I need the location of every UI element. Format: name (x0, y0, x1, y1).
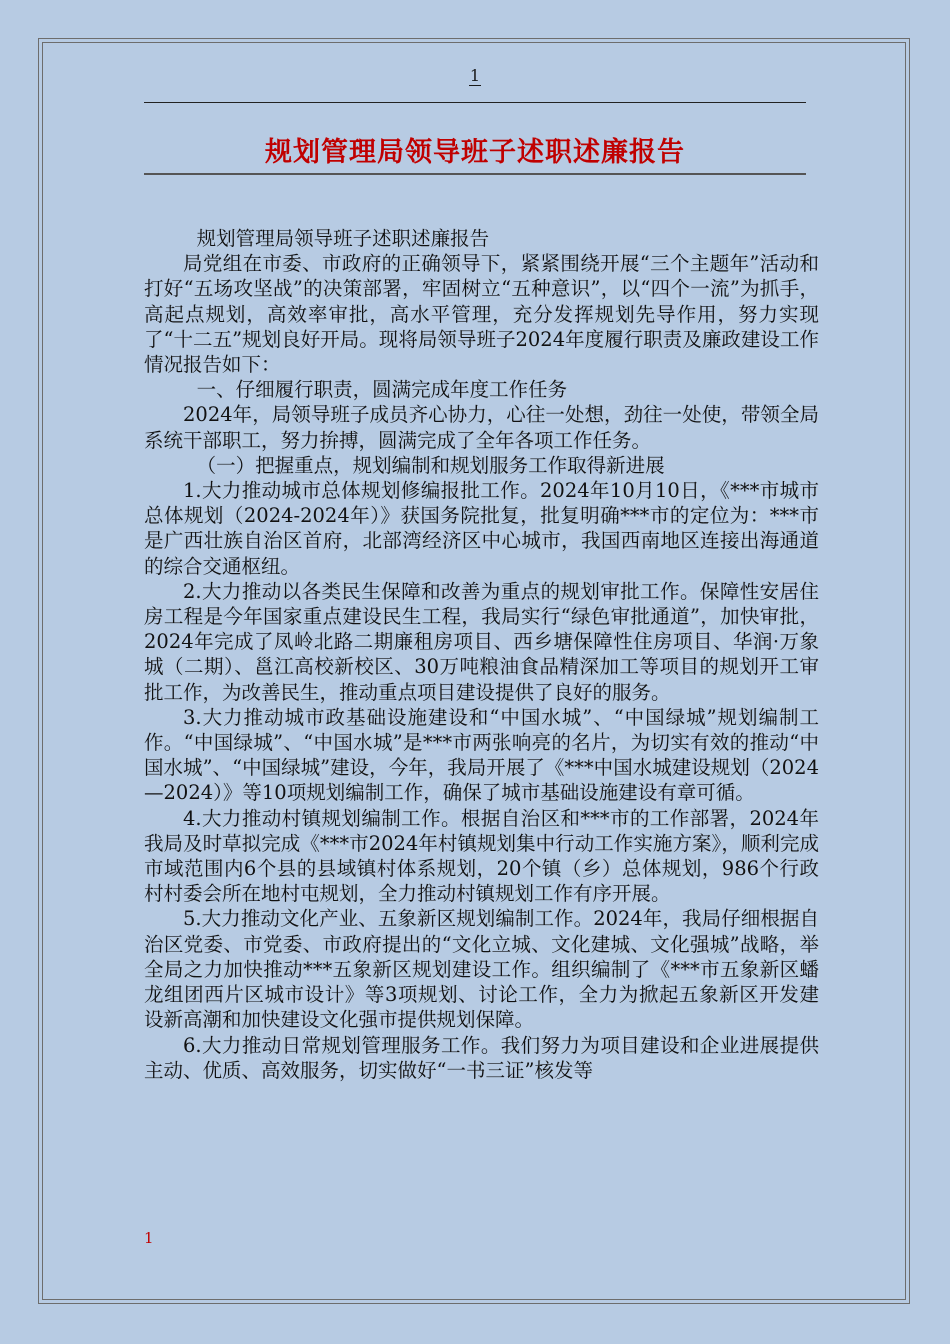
paragraph-item-2: 2.大力推动以各类民生保障和改善为重点的规划审批工作。保障性安居住房工程是今年国家重点建设民生工程，我局实行“绿色审批通道”，加快审批，2024年完成了凤岭北路二期廉租房项目、西乡塘保障性住房项目、华润·万象城（二期）、邕江高校新校区、30万吨粮油食品精深加工等项目的规划开工审批工作，为改善民生，推动重点项目建设提供了良好的服务。 (144, 579, 819, 704)
paragraph-item-6: 6.大力推动日常规划管理服务工作。我们努力为项目建设和企业进展提供主动、优质、高效服务，切实做好“一书三证”核发等 (144, 1033, 819, 1082)
paragraph-subtitle: 规划管理局领导班子述职述廉报告 (196, 227, 490, 250)
paragraph-item-4: 4.大力推动村镇规划编制工作。根据自治区和***市的工作部署，2024年我局及时草拟完成《***市2024年村镇规划集中行动工作实施方案》，顺利完成市域范围内6个县的县域镇村体系规划，20个镇（乡）总体规划，986个行政村村委会所在地村屯规划，全力推动村镇规划工作有序开展。 (144, 806, 819, 906)
header-divider (144, 102, 806, 103)
title-divider (144, 173, 806, 175)
document-body (144, 226, 819, 1083)
document-title: 规划管理局领导班子述职述廉报告 (265, 137, 685, 168)
header-page-number: 1 (469, 66, 481, 85)
subsection-heading-1: （一）把握重点，规划编制和规划服务工作取得新进展 (196, 453, 665, 477)
paragraph-intro: 局党组在市委、市政府的正确领导下，紧紧围绕开展“三个主题年”活动和打好“五场攻坚战”的决策部署，牢固树立“五种意识”，以“四个一流”为抓手，高起点规划，高效率审批，高水平管理，充分发挥规划先导作用，努力实现了“十二五”规划良好开局。现将局领导班子2024年度履行职责及廉政建设工作情况报告如下： (144, 252, 819, 377)
paragraph-item-1: 1.大力推动城市总体规划修编报批工作。2024年10月10日，《***市城市总体规划（2024-2024年）》获国务院批复，批复明确***市的定位为：***市是广西壮族自治区首府，北部湾经济区中心城市，我国西南地区连接出海通道的综合交通枢纽。 (144, 479, 819, 578)
paragraph-item-5: 5.大力推动文化产业、五象新区规划编制工作。2024年，我局仔细根据自治区党委、市党委、市政府提出的“文化立城、文化建城、文化强城”战略，举全局之力加快推动***五象新区规划建设工作。组织编制了《***市五象新区蟠龙组团西片区城市设计》等3项规划、讨论工作，全力为掀起五象新区开发建设新高潮和加快建设文化强市提供规划保障。 (144, 907, 819, 1032)
paragraph-item-3: 3.大力推动城市政基础设施建设和“中国水城”、“中国绿城”规划编制工作。“中国绿城”、“中国水城”是***市两张响亮的名片，为切实有效的推动“中国水城”、“中国绿城”建设，今年，我局开展了《***中国水城建设规划（2024—2024）》等10项规划编制工作，确保了城市基础设施建设有章可循。 (144, 705, 819, 805)
paragraph-summary: 2024年，局领导班子成员齐心协力，心往一处想，劲往一处使，带领全局系统干部职工，努力拚搏，圆满完成了全年各项工作任务。 (144, 403, 819, 452)
section-heading-1: 一、仔细履行职责，圆满完成年度工作任务 (196, 378, 568, 402)
footer-page-number: 1 (144, 1229, 154, 1247)
